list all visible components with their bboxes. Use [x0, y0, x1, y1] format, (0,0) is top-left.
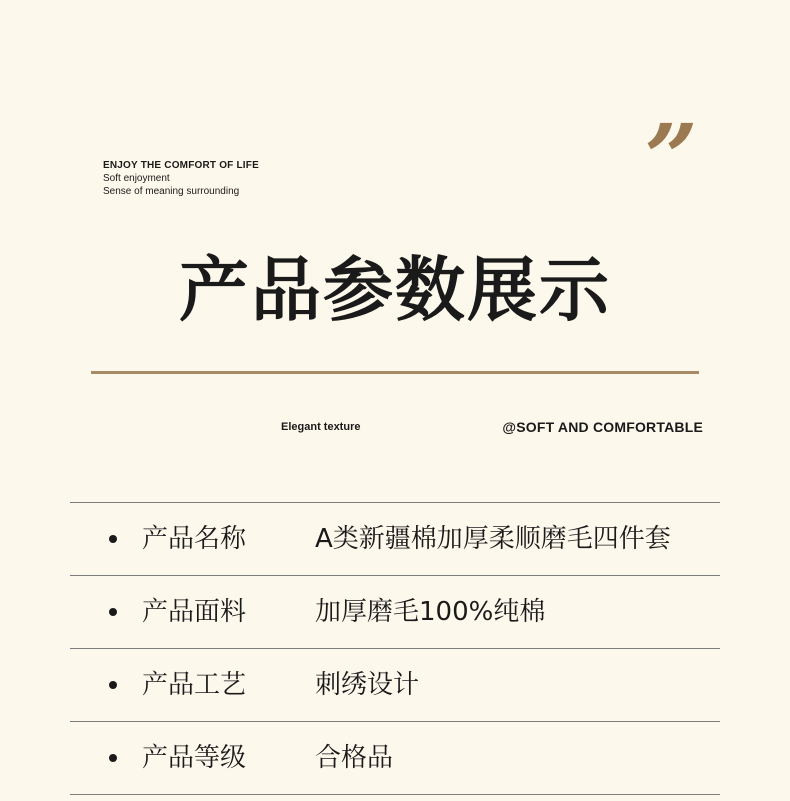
tagline-line-1: Soft enjoyment [103, 173, 170, 184]
param-row [70, 575, 720, 648]
param-key: 产品名称 [142, 524, 247, 554]
param-value: 加厚磨毛100%纯棉 [315, 597, 546, 627]
tagline-block [103, 160, 259, 198]
param-value: 刺绣设计 [315, 670, 420, 700]
soft-comfortable-label: @SOFT AND COMFORTABLE [502, 419, 703, 435]
quote-mark-icon: ” [628, 104, 697, 212]
param-row [70, 721, 720, 795]
title-divider [91, 371, 699, 374]
bullet-icon [109, 535, 117, 543]
param-table [70, 502, 720, 795]
bullet-icon [109, 754, 117, 762]
param-key: 产品面料 [142, 597, 247, 627]
param-row [70, 648, 720, 721]
elegant-texture-label: Elegant texture [281, 421, 361, 433]
param-key: 产品等级 [142, 743, 247, 773]
tagline-headline: ENJOY THE COMFORT OF LIFE [103, 160, 259, 171]
bullet-icon [109, 608, 117, 616]
tagline-line-2: Sense of meaning surrounding [103, 186, 240, 197]
param-row [70, 502, 720, 575]
bullet-icon [109, 681, 117, 689]
param-value: A类新疆棉加厚柔顺磨毛四件套 [315, 524, 671, 554]
param-key: 产品工艺 [142, 670, 247, 700]
param-value: 合格品 [315, 743, 394, 773]
page-title: 产品参数展示 [179, 249, 611, 331]
